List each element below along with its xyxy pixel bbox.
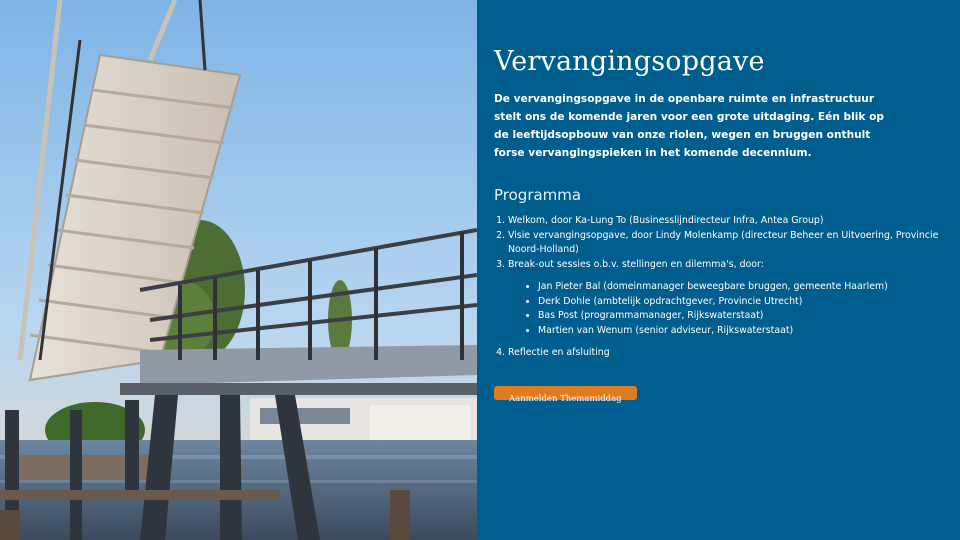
content-panel — [477, 0, 960, 540]
program-list — [494, 214, 944, 361]
hero-photo — [0, 0, 477, 540]
page-title: Vervangingsopgave — [494, 46, 765, 77]
speaker-item: • Jan Pieter Bal (domeinmanager beweegbare bruggen, gemeente Haarlem) — [538, 280, 944, 295]
speaker-item: • Bas Post (programmamanager, Rijkswaterstaat) — [538, 309, 944, 324]
program-item-4: 4. Reflectie en afsluiting — [508, 346, 944, 361]
program-item-1: 1. Welkom, door Ka-Lung To (Businesslijndirecteur Infra, Antea Group) — [508, 214, 944, 229]
speaker-item: • Derk Dohle (ambtelijk opdrachtgever, Provincie Utrecht) — [538, 295, 944, 310]
intro-text: De vervangingsopgave in de openbare ruimte en infrastructuur stelt ons de komende jaren voor een grote uitdaging. Eén blik op de leeftijdsopbouw van onze riolen, wegen en bruggen onthult forse vervangingspieken in het komende decennium. — [494, 93, 884, 159]
program-item-3-label: Break-out sessies o.b.v. stellingen en dilemma's, door: — [508, 258, 764, 270]
program-heading: Programma — [494, 186, 582, 204]
speaker-list — [508, 280, 944, 338]
register-button[interactable]: Aanmelden Themamiddag — [494, 386, 637, 400]
speaker-item: • Martien van Wenum (senior adviseur, Rijkswaterstaat) — [538, 324, 944, 339]
program-item-2: 2. Visie vervangingsopgave, door Lindy Molenkamp (directeur Beheer en Uitvoering, Provincie Noord-Holland) — [508, 229, 944, 258]
drawbridge-illustration — [0, 0, 477, 540]
program-item-3 — [508, 258, 944, 339]
